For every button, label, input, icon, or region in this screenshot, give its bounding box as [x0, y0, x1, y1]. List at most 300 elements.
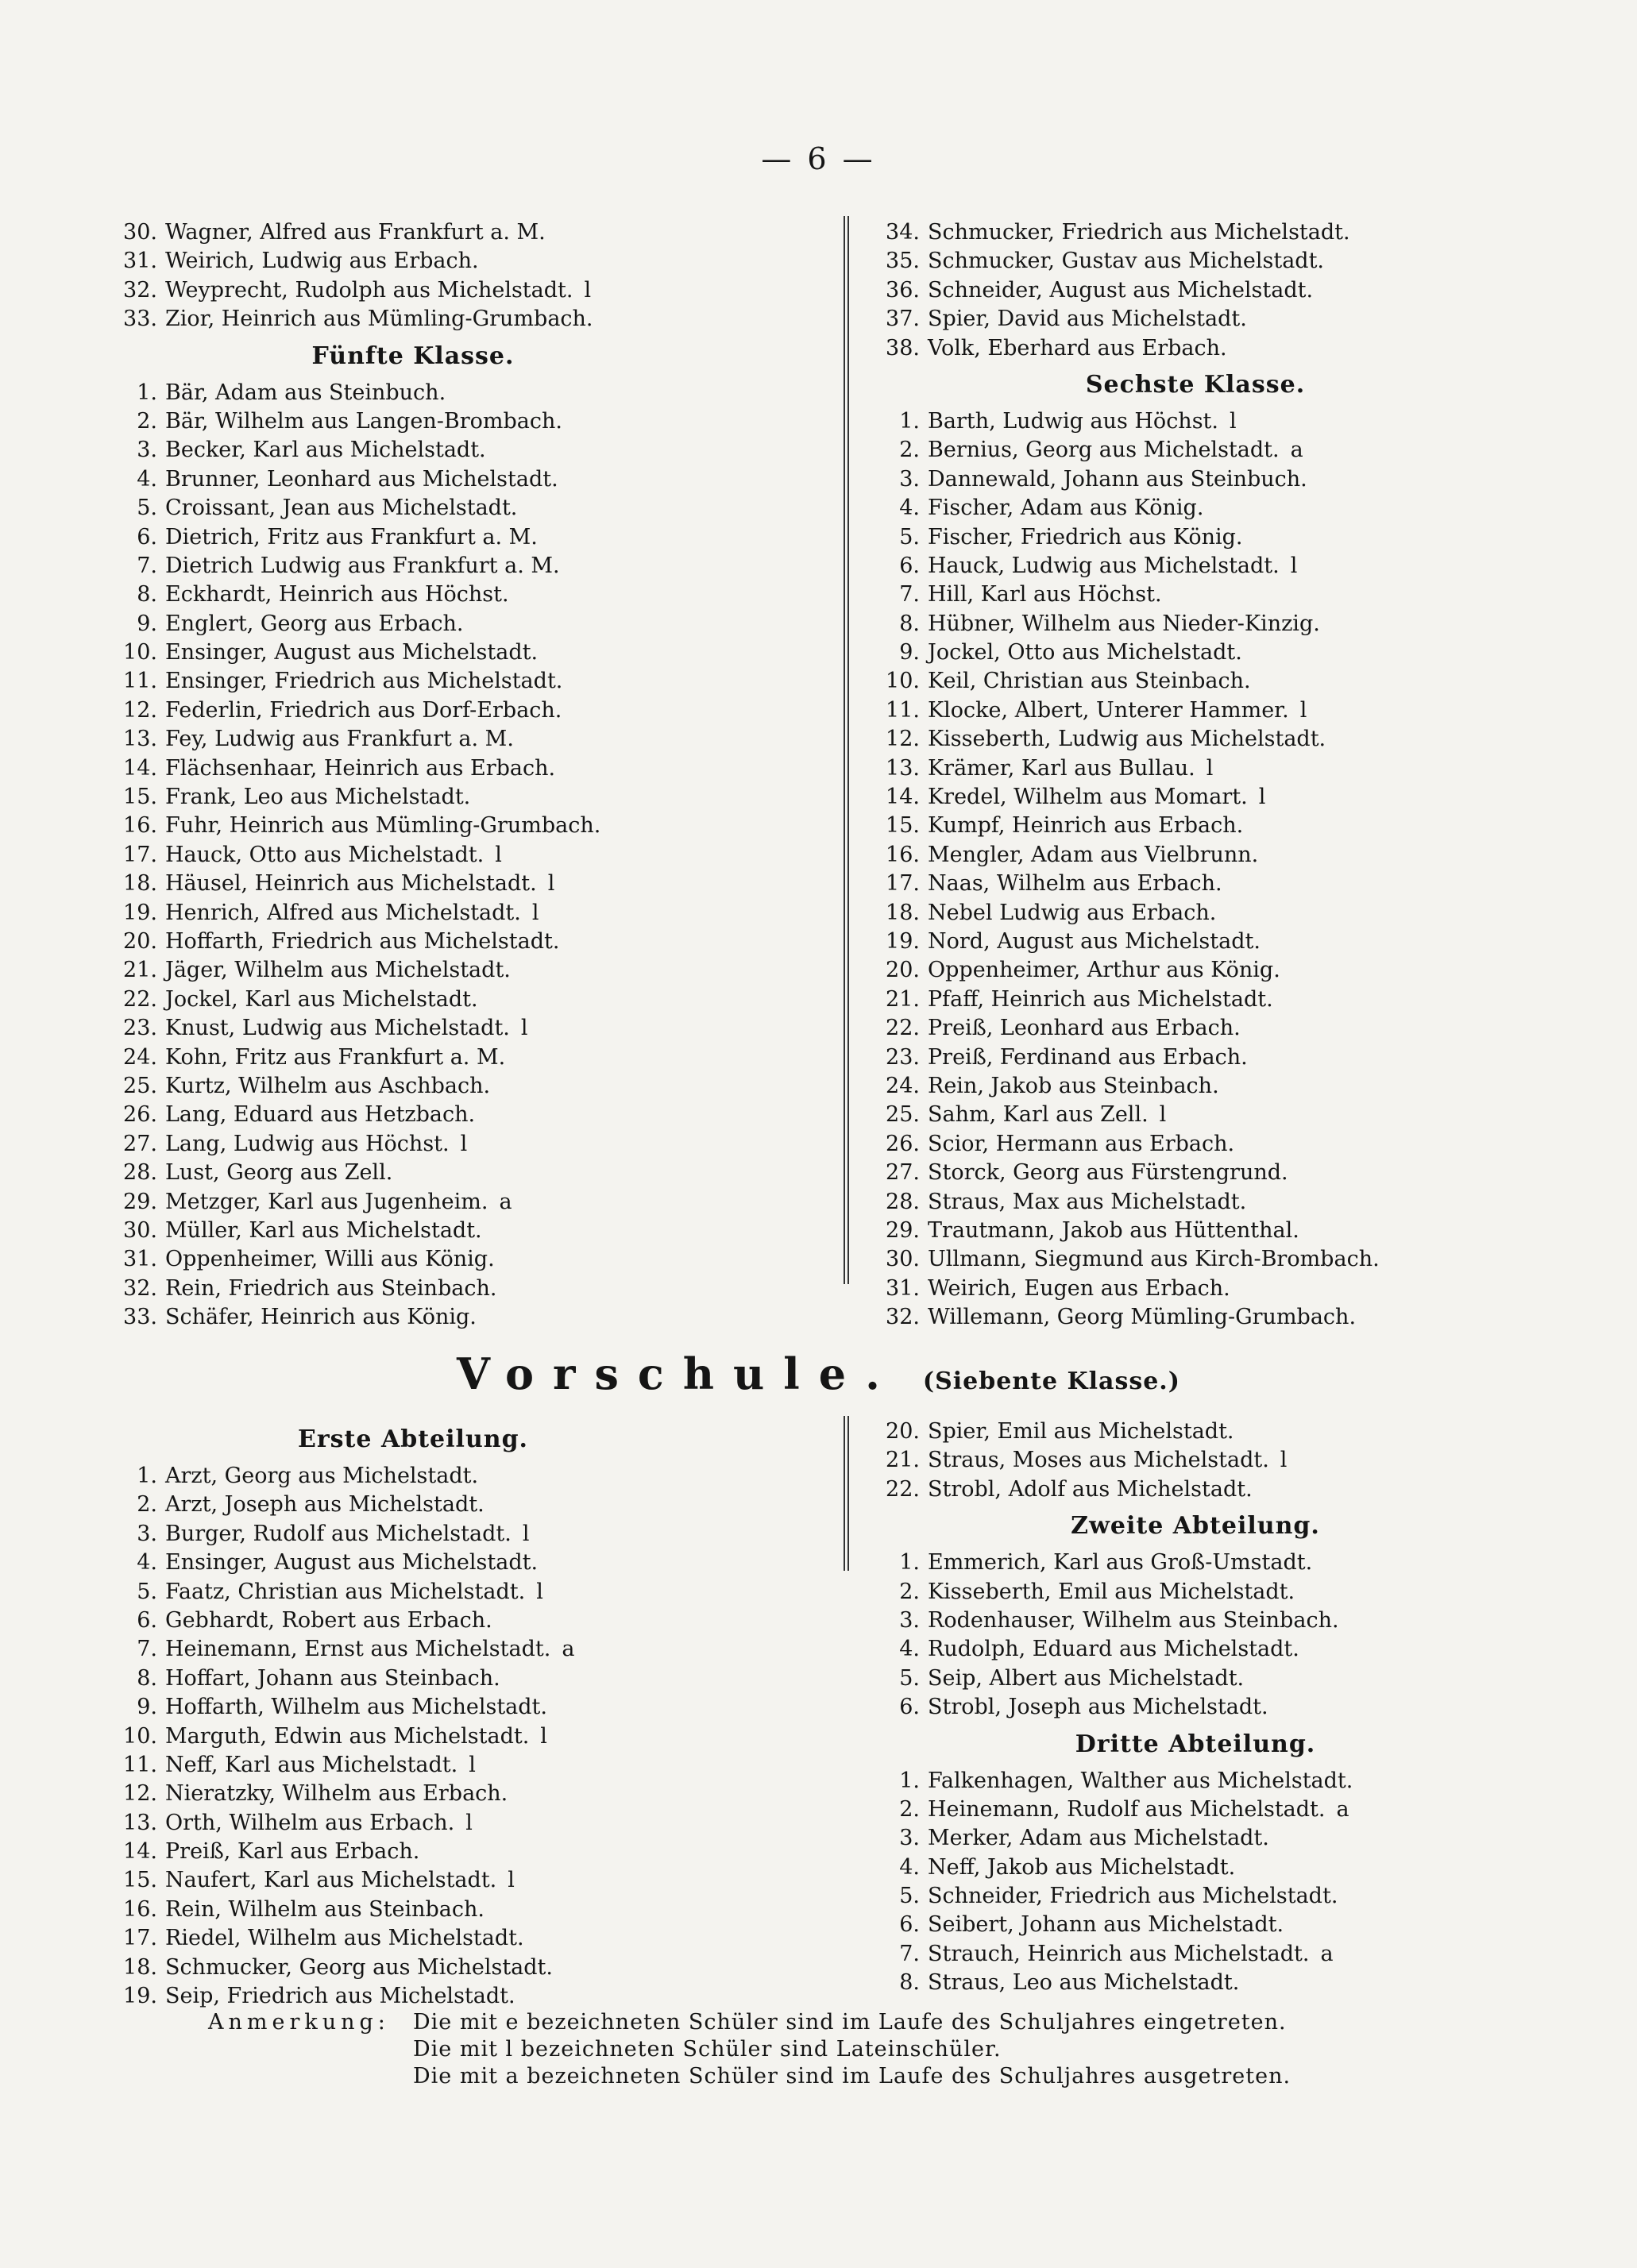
entry-number: 29. — [886, 1217, 920, 1243]
entry-mark: a — [499, 1189, 512, 1214]
list-item — [874, 1549, 1517, 1577]
entry-number: 23. — [123, 1016, 157, 1041]
entry-mark — [1244, 1664, 1255, 1693]
entry-number: 30. — [886, 1247, 920, 1272]
list-item — [111, 1275, 834, 1303]
entry-name: Preiß, Leonhard aus Erbach. — [928, 1016, 1241, 1041]
entry-name: Jockel, Otto aus Michelstadt. — [928, 640, 1242, 665]
entry-number: 15. — [123, 1868, 157, 1893]
entry-name: Oppenheimer, Arthur aus König. — [928, 958, 1280, 983]
entry-name: Arzt, Georg aus Michelstadt. — [165, 1464, 479, 1488]
entry-name: Emmerich, Karl aus Groß-Umstadt. — [928, 1550, 1313, 1576]
entry-name: Klocke, Albert, Unterer Hammer. — [928, 697, 1289, 723]
entry-name: Rudolph, Eduard aus Michelstadt. — [928, 1637, 1299, 1662]
entry-mark — [1299, 1217, 1311, 1245]
entry-number: 38. — [886, 335, 920, 361]
entry-mark: l — [1290, 553, 1298, 578]
entry-name: Bär, Adam aus Steinbuch. — [165, 380, 446, 405]
entry-number: 10. — [123, 1723, 157, 1749]
entry-mark — [1356, 1303, 1367, 1332]
entry-number: 3. — [899, 1826, 920, 1851]
list-item — [874, 1606, 1517, 1635]
vorschule-heading: Vorschule. — [457, 1348, 899, 1399]
entry-number: 2. — [137, 1492, 157, 1518]
list-item — [874, 986, 1517, 1014]
entry-name: Preiß, Karl aus Erbach. — [165, 1839, 420, 1865]
entry-number: 12. — [123, 697, 157, 723]
entry-name: Marguth, Edwin aus Michelstadt. — [165, 1723, 530, 1749]
entry-mark — [1253, 1475, 1264, 1504]
entry-mark — [1326, 725, 1337, 754]
list-item — [111, 1780, 834, 1808]
entry-mark — [1299, 1635, 1311, 1664]
list-item — [111, 1982, 834, 2011]
list-item — [874, 407, 1517, 436]
entry-number: 17. — [123, 1926, 157, 1951]
list-item — [874, 956, 1517, 985]
entry-name: Weyprecht, Rudolph aus Michelstadt. — [165, 277, 573, 303]
entry-name: Strauch, Heinrich aus Michelstadt. — [928, 1941, 1310, 1966]
list-item — [874, 638, 1517, 667]
entry-mark — [492, 1606, 504, 1635]
entry-number: 19. — [886, 928, 920, 954]
entry-mark: l — [520, 1016, 528, 1041]
entry-name: Merker, Adam aus Michelstadt. — [928, 1826, 1269, 1851]
entry-number: 5. — [899, 1665, 920, 1691]
entry-name: Dietrich Ludwig aus Frankfurt a. M. — [165, 553, 560, 578]
entry-number: 18. — [123, 1954, 157, 1980]
entry-name: Strobl, Adolf aus Michelstadt. — [928, 1476, 1253, 1502]
entry-name: Rein, Wilhelm aus Steinbach. — [165, 1896, 485, 1922]
entry-name: Burger, Rudolf aus Michelstadt. — [165, 1521, 512, 1546]
entry-name: Federlin, Friedrich aus Dorf-Erbach. — [165, 697, 562, 723]
entry-number: 17. — [886, 871, 920, 897]
list-item — [111, 812, 834, 840]
entry-name: Straus, Leo aus Michelstadt. — [928, 1970, 1240, 1996]
entry-mark — [1216, 899, 1227, 928]
list-item — [111, 1217, 834, 1245]
entry-number: 20. — [886, 958, 920, 983]
entry-number: 21. — [123, 958, 157, 983]
list-item — [874, 1969, 1517, 1997]
entry-mark — [1243, 812, 1254, 840]
list-item — [111, 247, 834, 276]
list-item — [111, 1838, 834, 1866]
entry-name: Ensinger, Friedrich aus Michelstadt. — [165, 669, 563, 694]
list-item — [111, 754, 834, 783]
entry-number: 22. — [123, 986, 157, 1012]
entry-mark — [1239, 1969, 1250, 1997]
entry-mark — [1203, 494, 1214, 523]
top-left-column — [111, 218, 834, 1332]
entry-name: Nieratzky, Wilhelm aus Erbach. — [165, 1781, 508, 1807]
footnote-line: Die mit e bezeichneten Schüler sind im Laufe des Schuljahres eingetreten. — [413, 2010, 1287, 2035]
entry-number: 25. — [123, 1073, 157, 1098]
entry-number: 12. — [123, 1781, 157, 1807]
entry-mark — [392, 1159, 403, 1187]
list-item — [111, 1896, 834, 1924]
entry-number: 8. — [899, 611, 920, 636]
list-item — [874, 1635, 1517, 1664]
entry-name: Kredel, Wilhelm aus Momart. — [928, 785, 1248, 810]
list-item — [111, 1693, 834, 1722]
entry-name: Dietrich, Fritz aus Frankfurt a. M. — [165, 524, 538, 550]
entry-mark — [1219, 1072, 1230, 1101]
list-item — [874, 1043, 1517, 1072]
entry-number: 23. — [886, 1044, 920, 1070]
entry-name: Ensinger, August aus Michelstadt. — [165, 640, 539, 665]
entry-number: 5. — [137, 1579, 157, 1604]
entry-name: Schäfer, Heinrich aus König. — [165, 1305, 477, 1330]
entry-mark — [1313, 276, 1324, 305]
entry-mark: l — [495, 842, 502, 867]
entry-mark — [490, 1072, 501, 1101]
entry-mark — [538, 1549, 549, 1577]
entry-number: 7. — [899, 582, 920, 608]
entry-number: 1. — [137, 1464, 157, 1488]
entry-name: Faatz, Christian aus Michelstadt. — [165, 1579, 526, 1604]
entry-number: 30. — [123, 220, 157, 245]
entry-number: 14. — [123, 755, 157, 781]
entry-mark — [1320, 610, 1331, 638]
entry-mark — [1350, 218, 1361, 247]
entry-mark — [505, 1043, 516, 1072]
entry-name: Henrich, Alfred aus Michelstadt. — [165, 900, 521, 925]
entry-mark: l — [547, 871, 555, 897]
entry-number: 4. — [899, 496, 920, 521]
list-item — [111, 379, 834, 407]
entry-number: 28. — [123, 1160, 157, 1186]
entry-name: Trautmann, Jakob aus Hüttenthal. — [928, 1217, 1299, 1243]
list-item — [874, 1303, 1517, 1332]
entry-mark: l — [1299, 697, 1307, 723]
entry-mark — [1269, 1824, 1280, 1853]
list-item — [874, 610, 1517, 638]
list-item — [111, 552, 834, 580]
entry-name: Rein, Jakob aus Steinbach. — [928, 1073, 1219, 1098]
entry-name: Pfaff, Heinrich aus Michelstadt. — [928, 986, 1273, 1012]
list-item — [111, 1014, 834, 1043]
entry-number: 35. — [886, 249, 920, 274]
top-right-column — [874, 218, 1517, 1332]
section-heading: Zweite Abteilung. — [1071, 1512, 1320, 1541]
entry-mark — [500, 1664, 512, 1693]
list-item — [874, 1275, 1517, 1303]
entry-name: Naas, Wilhelm aus Erbach. — [928, 871, 1222, 897]
entry-name: Preiß, Ferdinand aus Erbach. — [928, 1044, 1248, 1070]
entry-number: 8. — [899, 1970, 920, 1996]
entry-name: Weirich, Ludwig aus Erbach. — [165, 249, 479, 274]
entry-name: Seip, Albert aus Michelstadt. — [928, 1665, 1245, 1691]
entry-mark: l — [508, 1868, 515, 1893]
entry-number: 20. — [886, 1419, 920, 1444]
entry-mark: l — [1258, 785, 1266, 810]
entry-number: 29. — [123, 1189, 157, 1214]
entry-number: 36. — [886, 277, 920, 303]
entry-number: 26. — [123, 1102, 157, 1128]
list-item — [874, 1217, 1517, 1245]
list-item — [874, 1101, 1517, 1129]
entry-mark — [1248, 1043, 1259, 1072]
list-item — [874, 436, 1517, 465]
entry-name: Fischer, Adam aus König. — [928, 496, 1204, 521]
entry-number: 11. — [886, 697, 920, 723]
entry-mark — [1273, 986, 1284, 1014]
entry-name: Mengler, Adam aus Vielbrunn. — [928, 842, 1259, 867]
entry-mark — [1338, 1882, 1349, 1911]
entry-mark — [1258, 841, 1269, 870]
entry-mark — [560, 552, 571, 580]
entry-number: 1. — [899, 1768, 920, 1793]
entry-name: Fey, Ludwig aus Frankfurt a. M. — [165, 727, 514, 752]
entry-name: Ensinger, August aus Michelstadt. — [165, 1550, 539, 1576]
entry-mark — [1339, 1606, 1350, 1635]
list-item — [874, 247, 1517, 276]
entry-mark — [1324, 247, 1335, 276]
entry-number: 24. — [123, 1044, 157, 1070]
entry-mark — [1235, 1853, 1246, 1882]
list-item — [111, 276, 834, 305]
list-item — [111, 1101, 834, 1129]
section-heading: Sechste Klasse. — [1085, 370, 1306, 399]
list-item — [111, 696, 834, 725]
list-item — [874, 1159, 1517, 1187]
entry-mark — [1242, 638, 1253, 667]
entry-mark — [464, 610, 475, 638]
vorschule-title — [0, 1346, 1637, 1410]
entry-number: 9. — [137, 1695, 157, 1720]
entry-mark — [1227, 334, 1238, 363]
entry-mark — [1312, 1549, 1323, 1577]
list-item — [111, 523, 834, 552]
entry-number: 3. — [137, 438, 157, 463]
entry-number: 17. — [123, 842, 157, 867]
entry-number: 16. — [886, 842, 920, 867]
list-item — [874, 1072, 1517, 1101]
entry-mark — [508, 1780, 519, 1808]
list-item — [874, 1664, 1517, 1693]
entry-number: 32. — [123, 277, 157, 303]
entry-mark: l — [531, 900, 539, 925]
entry-mark — [479, 247, 490, 276]
entry-name: Hoffarth, Friedrich aus Michelstadt. — [165, 928, 560, 954]
entry-name: Gebhardt, Robert aus Erbach. — [165, 1607, 492, 1633]
entry-name: Scior, Hermann aus Erbach. — [928, 1131, 1235, 1156]
list-item — [111, 610, 834, 638]
entry-name: Knust, Ludwig aus Michelstadt. — [165, 1016, 510, 1041]
entry-name: Brunner, Leonhard aus Michelstadt. — [165, 466, 558, 492]
entry-name: Riedel, Wilhelm aus Michelstadt. — [165, 1926, 524, 1951]
entry-number: 14. — [886, 785, 920, 810]
list-item — [874, 1130, 1517, 1159]
entry-mark — [485, 1896, 496, 1924]
entry-number: 6. — [899, 553, 920, 578]
entry-number: 6. — [137, 1607, 157, 1633]
list-item — [111, 1751, 834, 1780]
entry-name: Metzger, Karl aus Jugenheim. — [165, 1189, 488, 1214]
entry-name: Hauck, Otto aus Michelstadt. — [165, 842, 485, 867]
entry-number: 27. — [886, 1160, 920, 1186]
entry-mark — [546, 218, 557, 247]
entry-name: Hoffart, Johann aus Steinbach. — [165, 1665, 500, 1691]
list-item — [111, 667, 834, 696]
entry-number: 37. — [886, 307, 920, 332]
list-item — [874, 1767, 1517, 1796]
entry-name: Storck, Georg aus Fürstengrund. — [928, 1160, 1288, 1186]
page-number: — 6 — — [761, 141, 876, 176]
entry-number: 4. — [137, 1550, 157, 1576]
entry-name: Rein, Friedrich aus Steinbach. — [165, 1275, 497, 1301]
entry-number: 9. — [899, 640, 920, 665]
entry-mark — [562, 407, 573, 436]
list-item — [874, 1940, 1517, 1969]
entry-mark — [419, 1838, 430, 1866]
footnote-line: Die mit l bezeichneten Schüler sind Lateinschüler. — [413, 2037, 1002, 2062]
entry-name: Ullmann, Siegmund aus Kirch-Brombach. — [928, 1247, 1380, 1272]
entry-mark — [482, 1217, 493, 1245]
entry-mark — [558, 465, 569, 494]
entry-mark — [1246, 1188, 1257, 1217]
entry-list — [111, 218, 834, 334]
entry-name: Eckhardt, Heinrich aus Höchst. — [165, 582, 509, 608]
entry-mark — [1247, 305, 1258, 334]
entry-number: 1. — [899, 408, 920, 434]
list-item — [111, 986, 834, 1014]
entry-number: 2. — [899, 438, 920, 463]
list-item — [111, 1635, 834, 1664]
entry-number: 12. — [886, 727, 920, 752]
entry-name: Fuhr, Heinrich aus Mümling-Grumbach. — [165, 813, 601, 839]
entry-number: 19. — [123, 1984, 157, 2009]
list-item — [111, 1159, 834, 1187]
list-item — [111, 218, 834, 247]
entry-name: Spier, Emil aus Michelstadt. — [928, 1419, 1234, 1444]
entry-number: 10. — [123, 640, 157, 665]
entry-mark — [446, 379, 457, 407]
entry-name: Schmucker, Gustav aus Michelstadt. — [928, 249, 1325, 274]
list-item — [111, 841, 834, 870]
list-item — [111, 1578, 834, 1606]
entry-mark — [1288, 1159, 1299, 1187]
entry-name: Sahm, Karl aus Zell. — [928, 1102, 1149, 1128]
entry-number: 7. — [137, 553, 157, 578]
entry-number: 7. — [899, 1941, 920, 1966]
entry-number: 20. — [123, 928, 157, 954]
list-item — [111, 1462, 834, 1491]
list-item — [874, 754, 1517, 783]
entry-name: Straus, Max aus Michelstadt. — [928, 1189, 1247, 1214]
list-item — [874, 1475, 1517, 1504]
entry-number: 4. — [137, 466, 157, 492]
entry-number: 5. — [899, 1884, 920, 1909]
entry-mark — [1234, 1130, 1245, 1159]
section-heading: Fünfte Klasse. — [311, 341, 515, 370]
entry-number: 6. — [899, 1912, 920, 1938]
list-item — [874, 494, 1517, 523]
vorschule-subtitle: (Siebente Klasse.) — [922, 1367, 1180, 1395]
entry-mark — [538, 523, 549, 552]
list-item — [111, 407, 834, 436]
entry-number: 19. — [123, 900, 157, 925]
entry-mark — [1241, 1014, 1252, 1043]
entry-mark — [496, 1275, 508, 1303]
list-item — [874, 696, 1517, 725]
entry-mark: l — [1230, 408, 1237, 434]
entry-mark — [475, 1101, 486, 1129]
list-item — [111, 436, 834, 465]
entry-mark — [470, 783, 481, 812]
entry-number: 13. — [123, 1810, 157, 1835]
entry-mark: l — [522, 1521, 530, 1546]
list-item — [111, 899, 834, 928]
entry-mark — [1261, 928, 1272, 956]
entry-number: 18. — [123, 871, 157, 897]
entry-name: Weirich, Eugen aus Erbach. — [928, 1275, 1230, 1301]
column-divider — [844, 216, 845, 1284]
entry-number: 26. — [886, 1131, 920, 1156]
entry-number: 2. — [137, 408, 157, 434]
entry-mark: a — [562, 1637, 575, 1662]
list-item — [111, 494, 834, 523]
list-item — [874, 1796, 1517, 1824]
entry-number: 30. — [123, 1217, 157, 1243]
entry-name: Nebel Ludwig aus Erbach. — [928, 900, 1217, 925]
list-item — [874, 580, 1517, 609]
entry-name: Kumpf, Heinrich aus Erbach. — [928, 813, 1244, 839]
entry-name: Kisseberth, Emil aus Michelstadt. — [928, 1579, 1295, 1604]
entry-name: Volk, Eberhard aus Erbach. — [928, 335, 1227, 361]
entry-number: 33. — [123, 307, 157, 332]
entry-number: 11. — [123, 669, 157, 694]
entry-number: 6. — [137, 524, 157, 550]
section-heading: Dritte Abteilung. — [1075, 1730, 1316, 1758]
list-item — [111, 1924, 834, 1953]
entry-number: 5. — [137, 496, 157, 521]
entry-name: Häusel, Heinrich aus Michelstadt. — [165, 871, 537, 897]
entry-number: 3. — [899, 1607, 920, 1633]
list-item — [874, 1188, 1517, 1217]
entry-name: Frank, Leo aus Michelstadt. — [165, 785, 471, 810]
entry-name: Jockel, Karl aus Michelstadt. — [165, 986, 478, 1012]
entry-name: Rodenhauser, Wilhelm aus Steinbach. — [928, 1607, 1339, 1633]
entry-name: Arzt, Joseph aus Michelstadt. — [165, 1492, 485, 1518]
entry-number: 34. — [886, 220, 920, 245]
entry-name: Flächsenhaar, Heinrich aus Erbach. — [165, 755, 556, 781]
entry-name: Heinemann, Rudolf aus Michelstadt. — [928, 1796, 1326, 1822]
entry-number: 4. — [899, 1637, 920, 1662]
entry-number: 4. — [899, 1854, 920, 1880]
entry-number: 14. — [123, 1839, 157, 1865]
list-item — [874, 218, 1517, 247]
list-item — [874, 1446, 1517, 1475]
entry-name: Croissant, Jean aus Michelstadt. — [165, 496, 518, 521]
entry-mark — [478, 986, 489, 1014]
entry-name: Straus, Moses aus Michelstadt. — [928, 1448, 1269, 1473]
list-item — [874, 1882, 1517, 1911]
entry-mark — [538, 638, 549, 667]
entry-name: Heinemann, Ernst aus Michelstadt. — [165, 1637, 551, 1662]
entry-mark — [593, 305, 604, 334]
entry-mark — [1380, 1245, 1391, 1274]
entry-number: 15. — [886, 813, 920, 839]
list-item — [111, 580, 834, 609]
entry-name: Falkenhagen, Walther aus Michelstadt. — [928, 1768, 1353, 1793]
footnote — [208, 2009, 1291, 2090]
entry-list — [111, 1462, 834, 2011]
entry-number: 1. — [137, 380, 157, 405]
list-item — [111, 956, 834, 985]
entry-mark — [1268, 1693, 1280, 1722]
